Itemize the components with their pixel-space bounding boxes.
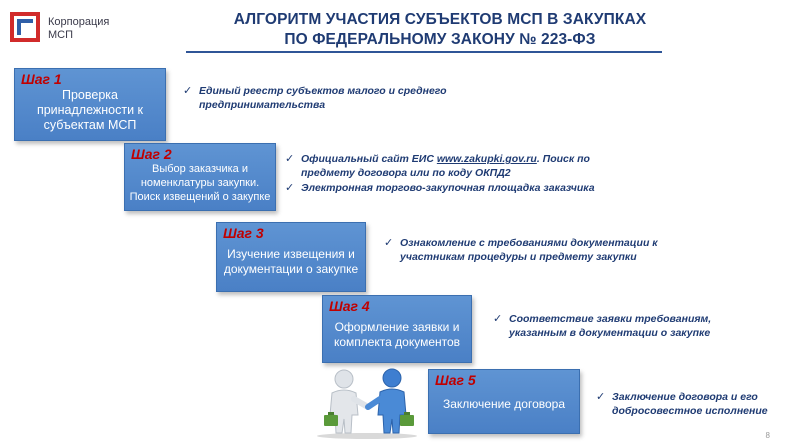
step-1-note: [183, 84, 447, 112]
step-5-label: Шаг 5: [435, 372, 476, 388]
step-4-line: Оформление заявки и: [334, 320, 460, 334]
title-line-2: ПО ФЕДЕРАЛЬНОМУ ЗАКОНУ № 223-ФЗ: [284, 31, 596, 48]
step-5-note: [596, 390, 768, 418]
step-3-label: Шаг 3: [223, 225, 264, 241]
step-1-text: [15, 88, 165, 133]
note-text: Официальный сайт ЕИС: [301, 153, 437, 165]
title-divider: [186, 51, 662, 53]
note-line: указанным в документации о закупке: [509, 327, 711, 339]
step-5-notes: [596, 390, 768, 419]
step-3-line: Изучение извещения и: [227, 247, 355, 261]
logo-line-2: МСП: [48, 29, 74, 41]
check-icon: ✓: [596, 391, 606, 403]
note-line: участникам процедуры и предмету закупки: [400, 251, 637, 263]
step-2-line: Выбор заказчика и: [152, 163, 248, 175]
step-2-note-1: [285, 152, 595, 180]
step-2-label: Шаг 2: [131, 146, 172, 162]
note-line: добросовестное исполнение: [612, 405, 768, 417]
check-icon: ✓: [493, 313, 503, 325]
page-number: 8: [765, 431, 770, 440]
note-line: Соответствие заявки требованиям,: [509, 313, 712, 325]
step-2-text: [125, 162, 275, 204]
step-3-notes: [384, 236, 658, 265]
step-2-box: [124, 143, 276, 211]
note-line: предмету договора или по коду ОКПД2: [301, 167, 511, 179]
step-4-label: Шаг 4: [329, 298, 370, 314]
step-4-text: [323, 320, 471, 350]
step-5-text: [429, 397, 579, 412]
step-1-line: Проверка: [62, 88, 118, 102]
handshake-people-icon: [312, 365, 422, 440]
note-line: Заключение договора и его: [612, 391, 758, 403]
step-4-line: комплекта документов: [333, 335, 461, 349]
title-line-1: АЛГОРИТМ УЧАСТИЯ СУБЪЕКТОВ МСП В ЗАКУПКАХ: [233, 11, 647, 28]
note-line: Единый реестр субъектов малого и среднего: [199, 85, 447, 97]
logo-text: [48, 16, 109, 42]
check-icon: ✓: [183, 85, 193, 97]
step-2-notes: [285, 152, 595, 196]
note-text: . Поиск по: [536, 153, 590, 165]
step-2-line: Поиск извещений о закупке: [129, 191, 271, 203]
step-2-line: номенклатуры закупки.: [140, 177, 260, 189]
note-line: [301, 152, 595, 166]
check-icon: ✓: [384, 237, 394, 249]
zakupki-link[interactable]: www.zakupki.gov.ru: [436, 153, 537, 165]
step-2-note-2: [285, 181, 595, 195]
step-3-note: [384, 236, 658, 264]
step-1-line: субъектам МСП: [43, 118, 137, 132]
check-icon: ✓: [285, 153, 295, 165]
note-line: Электронная торгово-закупочная площадка заказчика: [301, 182, 595, 194]
step-1-box: [14, 68, 166, 141]
step-4-notes: [493, 312, 711, 341]
corporation-logo: [10, 12, 130, 52]
check-icon: ✓: [285, 182, 295, 194]
step-5-line: Заключение договора: [442, 397, 566, 411]
page-title: [190, 10, 690, 50]
note-line: Ознакомление с требованиями документации к: [400, 237, 658, 249]
step-1-notes: [183, 84, 447, 113]
logo-mark-icon: [10, 12, 40, 42]
step-5-box: [428, 369, 580, 434]
step-3-text: [217, 247, 365, 277]
step-1-line: принадлежности к: [36, 103, 144, 117]
step-3-box: [216, 222, 366, 292]
note-line: предпринимательства: [199, 99, 326, 111]
step-3-line: документации о закупке: [223, 262, 359, 276]
step-1-label: Шаг 1: [21, 71, 62, 87]
step-4-box: [322, 295, 472, 363]
logo-line-1: Корпорация: [48, 16, 110, 28]
step-4-note: [493, 312, 711, 340]
